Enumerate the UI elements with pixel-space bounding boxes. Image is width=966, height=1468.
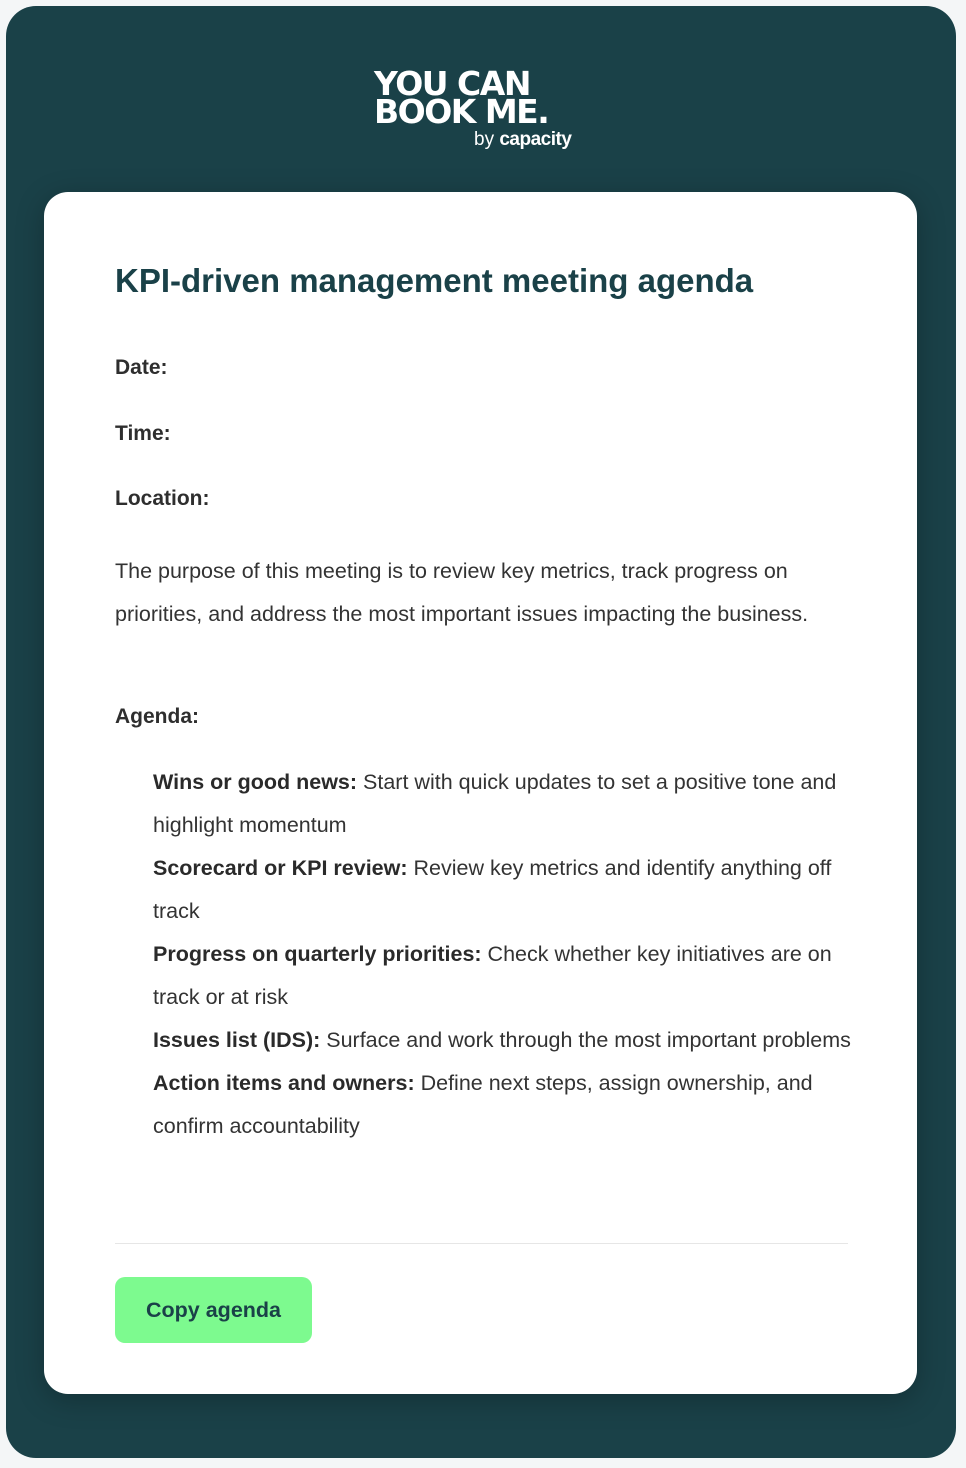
- agenda-card: [44, 192, 917, 1394]
- youcanbookme-logo: [374, 64, 604, 160]
- agenda-item: [153, 933, 863, 1019]
- page-frame: [6, 6, 956, 1458]
- agenda-item: [153, 847, 863, 933]
- agenda-item: [153, 1062, 863, 1148]
- logo-byline: [474, 129, 571, 151]
- agenda-list: [153, 761, 863, 1148]
- agenda-item-title: Wins or good news:: [153, 770, 358, 794]
- agenda-item-title: Action items and owners:: [153, 1071, 415, 1095]
- time-label: Time:: [115, 422, 171, 445]
- page-title: KPI-driven management meeting agenda: [115, 262, 754, 299]
- logo-line-2: BOOK ME.: [374, 92, 549, 131]
- agenda-item-title: Progress on quarterly priorities:: [153, 942, 482, 966]
- copy-agenda-button[interactable]: Copy agenda: [115, 1277, 312, 1343]
- agenda-label: Agenda:: [115, 705, 199, 728]
- date-label: Date:: [115, 356, 168, 379]
- purpose-text: The purpose of this meeting is to review key metrics, track progress on priorities, and address the most important issues impacting the business.: [115, 559, 809, 626]
- agenda-item-text: Define next steps, assign ownership, and confirm accountability: [153, 1071, 813, 1138]
- logo-by: by: [474, 129, 500, 150]
- agenda-item-text: Start with quick updates to set a positive tone and highlight momentum: [153, 770, 837, 837]
- agenda-item-text: Surface and work through the most important problems: [320, 1028, 851, 1052]
- agenda-item-text: Check whether key initiatives are on track or at risk: [153, 942, 832, 1009]
- agenda-item: [153, 1019, 863, 1062]
- agenda-item-title: Scorecard or KPI review:: [153, 856, 408, 880]
- divider: [115, 1243, 848, 1244]
- location-label: Location:: [115, 487, 210, 510]
- logo-line-1: YOU CAN: [374, 64, 530, 103]
- agenda-item-text: Review key metrics and identify anything off track: [153, 856, 832, 923]
- agenda-item-title: Issues list (IDS):: [153, 1028, 321, 1052]
- agenda-item: [153, 761, 863, 847]
- logo-brand: capacity: [499, 129, 572, 150]
